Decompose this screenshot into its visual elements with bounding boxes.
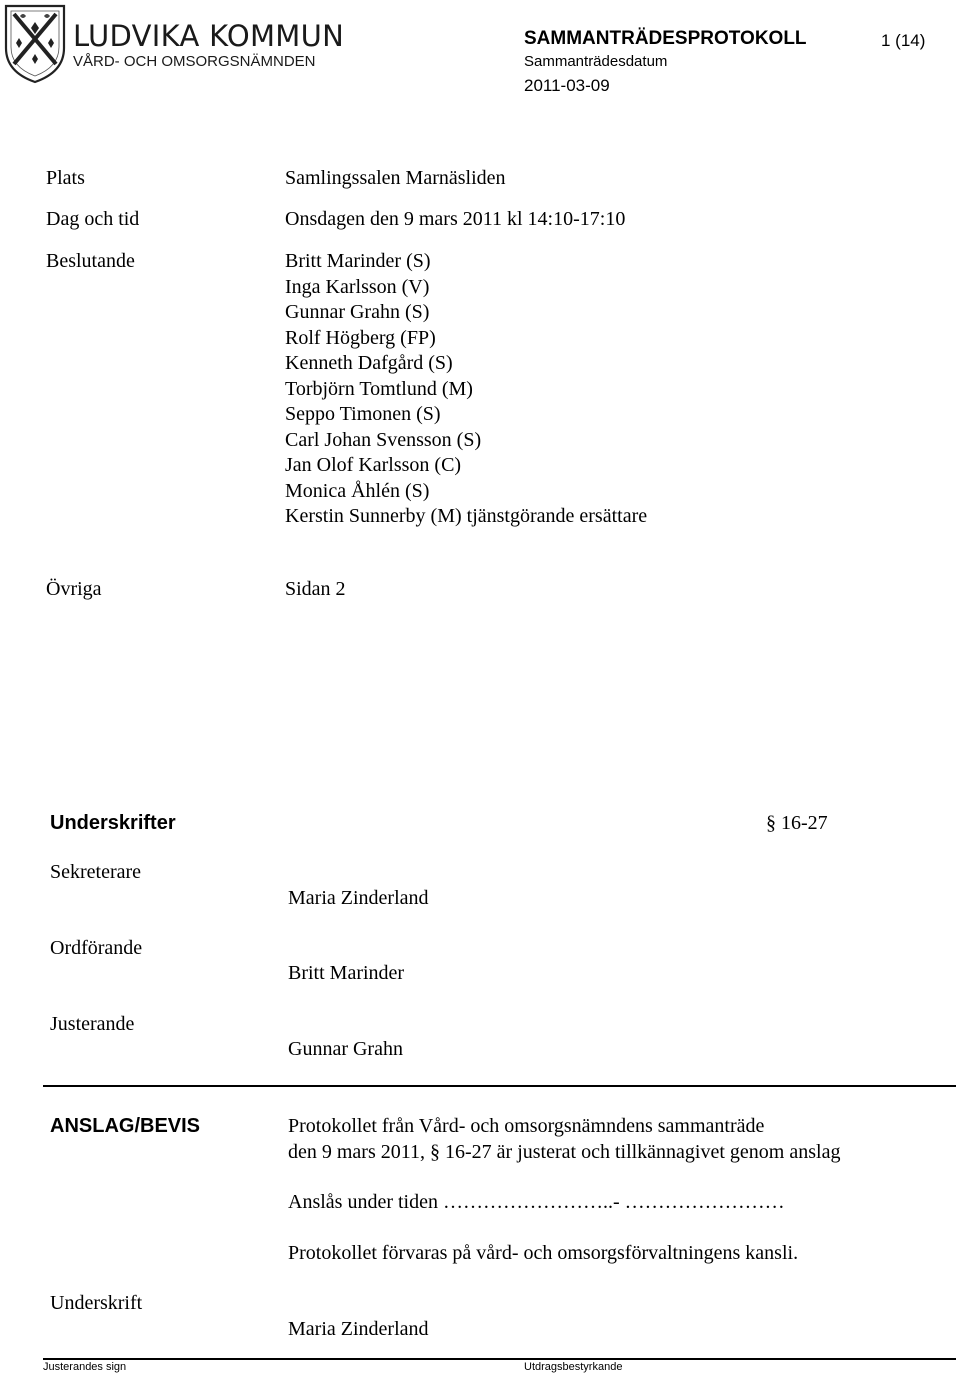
org-name: LUDVIKA KOMMUN [73, 19, 345, 53]
ordforande-name: Britt Marinder [288, 962, 405, 984]
tid-label: Dag och tid [46, 208, 140, 230]
ovriga-label: Övriga [46, 578, 102, 600]
beslutande-label: Beslutande [46, 250, 135, 272]
page-info: 1 (14) [881, 31, 926, 50]
anslag-line-1: Protokollet från Vård- och omsorgsnämndens sammanträde [288, 1115, 765, 1137]
org-unit: VÅRD- OCH OMSORGSNÄMNDEN [73, 53, 316, 70]
sekreterare-name: Maria Zinderland [288, 887, 429, 909]
beslutande-member: Kerstin Sunnerby (M) tjänstgörande ersättare [285, 505, 648, 527]
beslutande-member: Britt Marinder (S) [285, 250, 431, 272]
tid-value: Onsdagen den 9 mars 2011 kl 14:10-17:10 [285, 208, 626, 230]
beslutande-member: Jan Olof Karlsson (C) [285, 454, 462, 476]
beslutande-member: Gunnar Grahn (S) [285, 301, 430, 323]
justerande-name: Gunnar Grahn [288, 1038, 403, 1060]
date-value: 2011-03-09 [524, 76, 610, 95]
sekreterare-label: Sekreterare [50, 861, 142, 883]
footer-divider [43, 1358, 956, 1360]
anslag-line-2: den 9 mars 2011, § 16-27 är justerat och tillkännagivet genom anslag [288, 1141, 841, 1163]
justerande-label: Justerande [50, 1013, 135, 1035]
ordforande-label: Ordförande [50, 937, 143, 959]
beslutande-member: Carl Johan Svensson (S) [285, 428, 482, 451]
footer-justerandes-sign: Justerandes sign [43, 1361, 127, 1373]
beslutande-member: Seppo Timonen (S) [285, 403, 441, 425]
beslutande-member: Rolf Högberg (FP) [285, 326, 436, 349]
divider [43, 1085, 956, 1087]
footer-utdragsbestyrkande: Utdragsbestyrkande [524, 1361, 623, 1373]
anslag-heading: ANSLAG/BEVIS [50, 1115, 201, 1137]
beslutande-list [285, 249, 647, 530]
plats-label: Plats [46, 167, 85, 189]
beslutande-member: Torbjörn Tomtlund (M) [285, 377, 473, 400]
signatures-heading: Underskrifter [50, 812, 176, 834]
beslutande-member: Monica Åhlén (S) [285, 479, 430, 502]
coat-of-arms-logo [2, 2, 68, 84]
section-reference: § 16-27 [766, 812, 828, 834]
forvaras-line: Protokollet förvaras på vård- och omsorgsförvaltningens kansli. [288, 1242, 799, 1264]
document-type: SAMMANTRÄDESPROTOKOLL [524, 28, 807, 49]
ovriga-value: Sidan 2 [285, 578, 346, 600]
date-label: Sammanträdesdatum [524, 53, 668, 70]
beslutande-member: Kenneth Dafgård (S) [285, 352, 453, 374]
beslutande-member: Inga Karlsson (V) [285, 275, 430, 298]
anslas-line: Anslås under tiden ……………………..- …………………… [288, 1191, 785, 1213]
plats-value: Samlingssalen Marnäsliden [285, 167, 506, 189]
underskrift-name: Maria Zinderland [288, 1318, 429, 1340]
underskrift-label: Underskrift [50, 1292, 143, 1314]
